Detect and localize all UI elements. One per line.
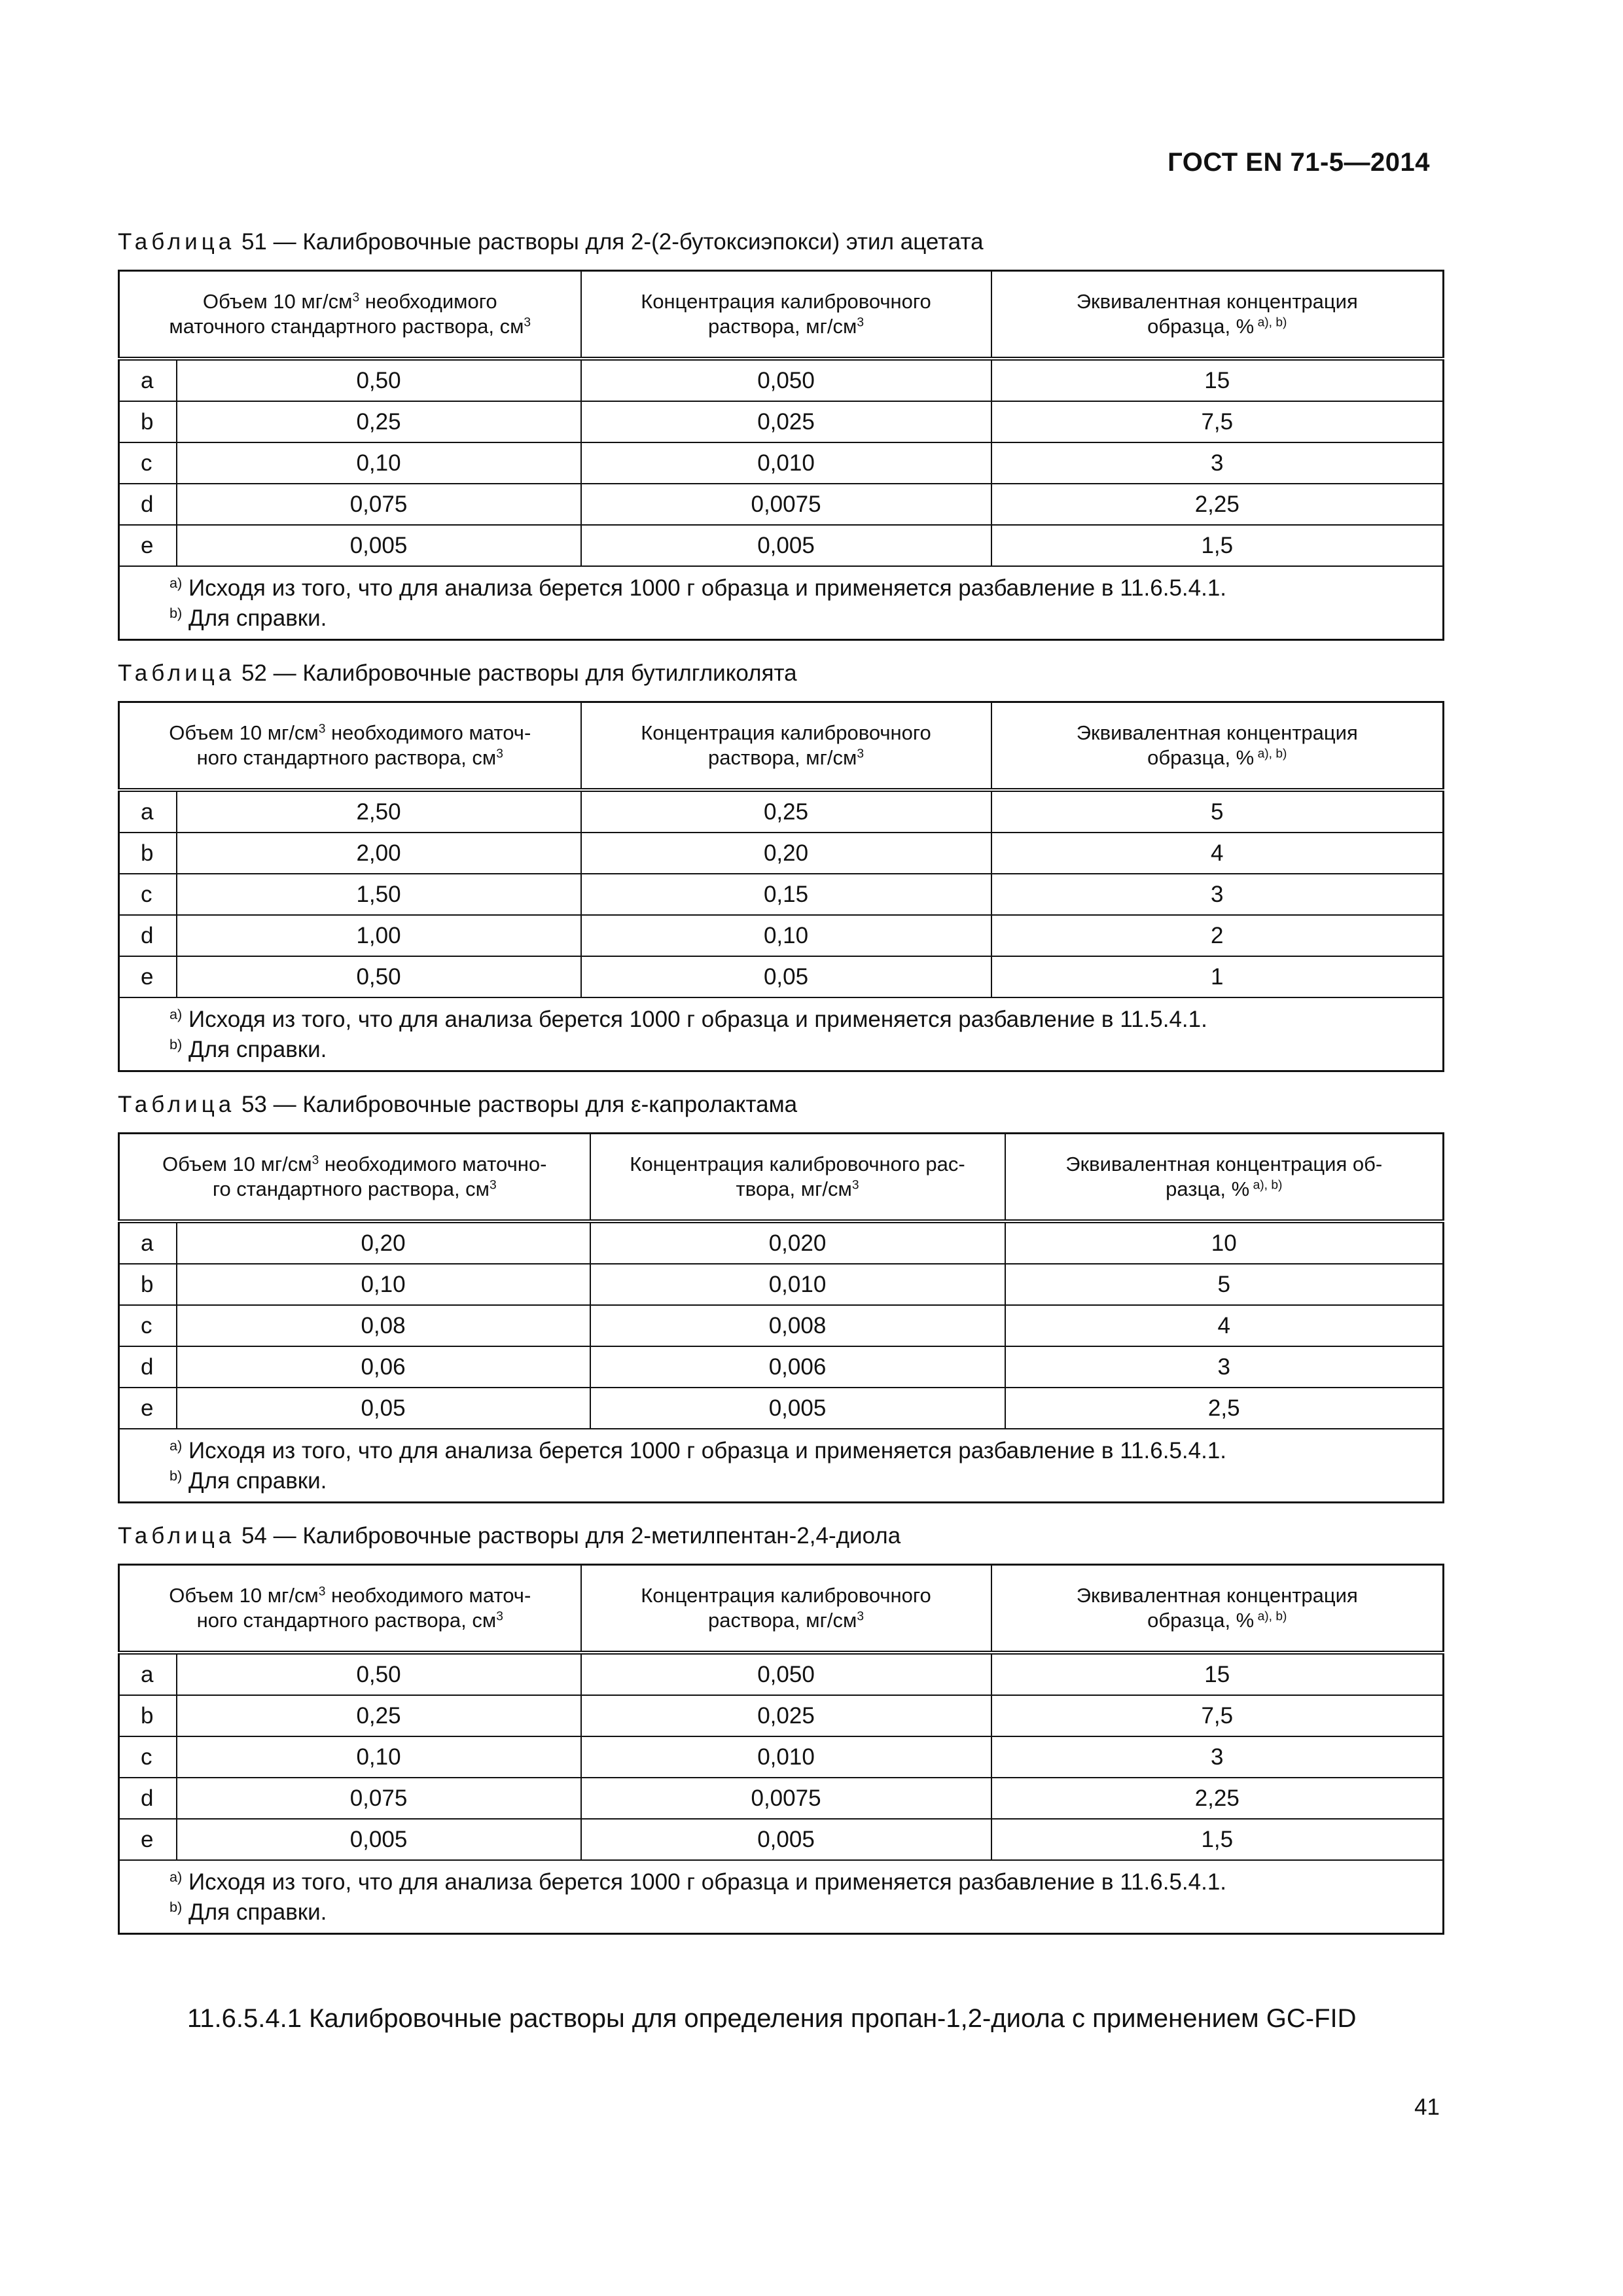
cell-equivalent: 1 bbox=[991, 956, 1444, 997]
cell-concentration: 0,25 bbox=[581, 790, 991, 833]
table-51-block bbox=[118, 225, 1442, 641]
caption-number: 52 bbox=[241, 660, 267, 686]
table-notes bbox=[119, 1860, 1444, 1934]
column-header-concentration: Концентрация калибровочного раствора, $мг/см^3$ bbox=[581, 702, 991, 791]
row-label: c bbox=[119, 442, 177, 484]
table-notes-row bbox=[119, 566, 1444, 640]
table-row bbox=[119, 1346, 1444, 1388]
row-label: d bbox=[119, 915, 177, 956]
caption-word: Таблица bbox=[118, 660, 236, 686]
cell-concentration: 0,025 bbox=[581, 401, 991, 442]
column-header-volume: Объем 10 $мг/см^3$ необходимого маточного стандартного раствора, $см^3$ bbox=[119, 271, 581, 359]
calibration-table-54 bbox=[118, 1564, 1444, 1935]
caption-number: 54 bbox=[241, 1523, 267, 1549]
cell-equivalent: 5 bbox=[1005, 1264, 1444, 1305]
cell-concentration: 0,005 bbox=[581, 1819, 991, 1860]
cell-concentration: 0,0075 bbox=[581, 484, 991, 525]
table-row bbox=[119, 442, 1444, 484]
footnote-b: $^{b)}$ Для справки. bbox=[169, 1467, 327, 1494]
table-caption bbox=[118, 1088, 1442, 1122]
table-notes bbox=[119, 997, 1444, 1071]
table-row bbox=[119, 1736, 1444, 1778]
calibration-table-51 bbox=[118, 270, 1444, 641]
table-row bbox=[119, 833, 1444, 874]
row-label: a bbox=[119, 790, 177, 833]
cell-volume: 0,05 bbox=[177, 1388, 590, 1429]
row-label: b bbox=[119, 1264, 177, 1305]
cell-equivalent: 3 bbox=[991, 442, 1444, 484]
table-row bbox=[119, 1221, 1444, 1264]
caption-number: 53 bbox=[241, 1092, 267, 1117]
caption-number: 51 bbox=[241, 229, 267, 255]
footnote-b: $^{b)}$ Для справки. bbox=[169, 605, 327, 631]
table-notes-row bbox=[119, 1429, 1444, 1503]
footnote-b: $^{b)}$ Для справки. bbox=[169, 1036, 327, 1062]
cell-concentration: 0,008 bbox=[590, 1305, 1005, 1346]
cell-volume: 0,10 bbox=[177, 442, 581, 484]
cell-equivalent: 4 bbox=[1005, 1305, 1444, 1346]
cell-volume: 0,50 bbox=[177, 1653, 581, 1695]
cell-concentration: 0,10 bbox=[581, 915, 991, 956]
cell-equivalent: 15 bbox=[991, 359, 1444, 401]
table-notes bbox=[119, 1429, 1444, 1503]
cell-volume: 0,50 bbox=[177, 359, 581, 401]
row-label: e bbox=[119, 956, 177, 997]
table-53-block bbox=[118, 1088, 1442, 1503]
cell-equivalent: 4 bbox=[991, 833, 1444, 874]
tables-container bbox=[118, 225, 1442, 1950]
table-caption bbox=[118, 656, 1442, 691]
footnote-a: $^{a)}$ Исходя из того, что для анализа берется 1000 г образца и применяется разбавление в 11.6.5.4.1. bbox=[169, 1437, 1227, 1463]
caption-word: Таблица bbox=[118, 1523, 236, 1549]
cell-equivalent: 7,5 bbox=[991, 401, 1444, 442]
cell-equivalent: 5 bbox=[991, 790, 1444, 833]
cell-volume: 0,25 bbox=[177, 401, 581, 442]
table-notes-row bbox=[119, 997, 1444, 1071]
row-label: c bbox=[119, 874, 177, 915]
table-row bbox=[119, 1695, 1444, 1736]
page-number: 41 bbox=[1414, 2094, 1440, 2120]
table-header-row bbox=[119, 702, 1444, 791]
footnote-a: $^{a)}$ Исходя из того, что для анализа берется 1000 г образца и применяется разбавление в 11.5.4.1. bbox=[169, 1006, 1207, 1032]
cell-volume: 0,25 bbox=[177, 1695, 581, 1736]
column-header-concentration: Концентрация калибровочного раствора, $мг/см^3$ bbox=[581, 1565, 991, 1653]
cell-concentration: 0,025 bbox=[581, 1695, 991, 1736]
cell-equivalent: 2,25 bbox=[991, 484, 1444, 525]
table-row bbox=[119, 484, 1444, 525]
cell-concentration: 0,0075 bbox=[581, 1778, 991, 1819]
row-label: b bbox=[119, 833, 177, 874]
table-row bbox=[119, 525, 1444, 566]
table-row bbox=[119, 1264, 1444, 1305]
caption-title: — Калибровочные растворы для 2-метилпентан-2,4-диола bbox=[273, 1523, 901, 1549]
cell-equivalent: 1,5 bbox=[991, 1819, 1444, 1860]
row-label: e bbox=[119, 1388, 177, 1429]
cell-volume: 0,50 bbox=[177, 956, 581, 997]
cell-equivalent: 2,25 bbox=[991, 1778, 1444, 1819]
column-header-equivalent: Эквивалентная концентрация об- разца, % $^{a), b)}$ bbox=[1005, 1134, 1444, 1222]
column-header-equivalent: Эквивалентная концентрация образца, % $^{a), b)}$ bbox=[991, 1565, 1444, 1653]
cell-equivalent: 10 bbox=[1005, 1221, 1444, 1264]
cell-concentration: 0,020 bbox=[590, 1221, 1005, 1264]
cell-concentration: 0,010 bbox=[581, 1736, 991, 1778]
cell-volume: 0,005 bbox=[177, 1819, 581, 1860]
document-header: ГОСТ EN 71-5—2014 bbox=[1168, 148, 1430, 177]
cell-concentration: 0,20 bbox=[581, 833, 991, 874]
section-heading: 11.6.5.4.1 Калибровочные растворы для определения пропан-1,2-диола с применением GC-FID bbox=[187, 2004, 1357, 2033]
caption-title: — Калибровочные растворы для бутилгликолята bbox=[273, 660, 797, 686]
table-caption bbox=[118, 1519, 1442, 1553]
row-label: e bbox=[119, 525, 177, 566]
column-header-volume: Объем 10 $мг/см^3$ необходимого маточно- го стандартного раствора, $см^3$ bbox=[119, 1134, 590, 1222]
row-label: d bbox=[119, 1346, 177, 1388]
table-52-block bbox=[118, 656, 1442, 1072]
cell-concentration: 0,050 bbox=[581, 359, 991, 401]
table-row bbox=[119, 956, 1444, 997]
table-row bbox=[119, 401, 1444, 442]
cell-equivalent: 3 bbox=[1005, 1346, 1444, 1388]
column-header-equivalent: Эквивалентная концентрация образца, % $^{a), b)}$ bbox=[991, 702, 1444, 791]
cell-concentration: 0,006 bbox=[590, 1346, 1005, 1388]
cell-volume: 0,10 bbox=[177, 1736, 581, 1778]
column-header-volume: Объем 10 $мг/см^3$ необходимого маточ- ного стандартного раствора, $см^3$ bbox=[119, 1565, 581, 1653]
cell-volume: 0,075 bbox=[177, 484, 581, 525]
table-row bbox=[119, 1305, 1444, 1346]
cell-concentration: 0,05 bbox=[581, 956, 991, 997]
cell-volume: 0,005 bbox=[177, 525, 581, 566]
table-row bbox=[119, 1819, 1444, 1860]
footnote-a: $^{a)}$ Исходя из того, что для анализа берется 1000 г образца и применяется разбавление в 11.6.5.4.1. bbox=[169, 575, 1227, 601]
cell-volume: 1,00 bbox=[177, 915, 581, 956]
cell-volume: 2,50 bbox=[177, 790, 581, 833]
cell-volume: 0,08 bbox=[177, 1305, 590, 1346]
cell-concentration: 0,010 bbox=[590, 1264, 1005, 1305]
column-header-concentration: Концентрация калибровочного рас- твора, $мг/см^3$ bbox=[590, 1134, 1005, 1222]
table-row bbox=[119, 1778, 1444, 1819]
table-header-row bbox=[119, 1134, 1444, 1222]
column-header-equivalent: Эквивалентная концентрация образца, % $^{a), b)}$ bbox=[991, 271, 1444, 359]
cell-concentration: 0,010 bbox=[581, 442, 991, 484]
calibration-table-53 bbox=[118, 1132, 1444, 1503]
cell-concentration: 0,005 bbox=[590, 1388, 1005, 1429]
row-label: a bbox=[119, 1653, 177, 1695]
cell-concentration: 0,050 bbox=[581, 1653, 991, 1695]
cell-equivalent: 3 bbox=[991, 1736, 1444, 1778]
calibration-table-52 bbox=[118, 701, 1444, 1072]
row-label: d bbox=[119, 1778, 177, 1819]
table-54-block bbox=[118, 1519, 1442, 1935]
cell-equivalent: 3 bbox=[991, 874, 1444, 915]
cell-concentration: 0,15 bbox=[581, 874, 991, 915]
table-row bbox=[119, 1653, 1444, 1695]
row-label: c bbox=[119, 1305, 177, 1346]
footnote-a: $^{a)}$ Исходя из того, что для анализа берется 1000 г образца и применяется разбавление в 11.6.5.4.1. bbox=[169, 1869, 1227, 1895]
table-caption bbox=[118, 225, 1442, 259]
row-label: b bbox=[119, 1695, 177, 1736]
row-label: a bbox=[119, 1221, 177, 1264]
cell-equivalent: 1,5 bbox=[991, 525, 1444, 566]
cell-volume: 2,00 bbox=[177, 833, 581, 874]
table-row bbox=[119, 790, 1444, 833]
table-row bbox=[119, 915, 1444, 956]
cell-volume: 0,075 bbox=[177, 1778, 581, 1819]
cell-volume: 0,06 bbox=[177, 1346, 590, 1388]
caption-word: Таблица bbox=[118, 229, 236, 255]
cell-volume: 0,10 bbox=[177, 1264, 590, 1305]
table-header-row bbox=[119, 271, 1444, 359]
cell-equivalent: 15 bbox=[991, 1653, 1444, 1695]
cell-concentration: 0,005 bbox=[581, 525, 991, 566]
row-label: b bbox=[119, 401, 177, 442]
table-notes-row bbox=[119, 1860, 1444, 1934]
cell-volume: 0,20 bbox=[177, 1221, 590, 1264]
cell-equivalent: 2 bbox=[991, 915, 1444, 956]
caption-word: Таблица bbox=[118, 1092, 236, 1117]
row-label: c bbox=[119, 1736, 177, 1778]
row-label: d bbox=[119, 484, 177, 525]
table-row bbox=[119, 1388, 1444, 1429]
footnote-b: $^{b)}$ Для справки. bbox=[169, 1899, 327, 1925]
table-header-row bbox=[119, 1565, 1444, 1653]
row-label: a bbox=[119, 359, 177, 401]
table-notes bbox=[119, 566, 1444, 640]
cell-equivalent: 2,5 bbox=[1005, 1388, 1444, 1429]
row-label: e bbox=[119, 1819, 177, 1860]
table-row bbox=[119, 359, 1444, 401]
cell-volume: 1,50 bbox=[177, 874, 581, 915]
table-row bbox=[119, 874, 1444, 915]
column-header-volume: Объем 10 $мг/см^3$ необходимого маточ- ного стандартного раствора, $см^3$ bbox=[119, 702, 581, 791]
column-header-concentration: Концентрация калибровочного раствора, $мг/см^3$ bbox=[581, 271, 991, 359]
caption-title: — Калибровочные растворы для ε-капролактама bbox=[273, 1092, 798, 1117]
caption-title: — Калибровочные растворы для 2-(2-бутоксиэпокси) этил ацетата bbox=[273, 229, 984, 255]
cell-equivalent: 7,5 bbox=[991, 1695, 1444, 1736]
